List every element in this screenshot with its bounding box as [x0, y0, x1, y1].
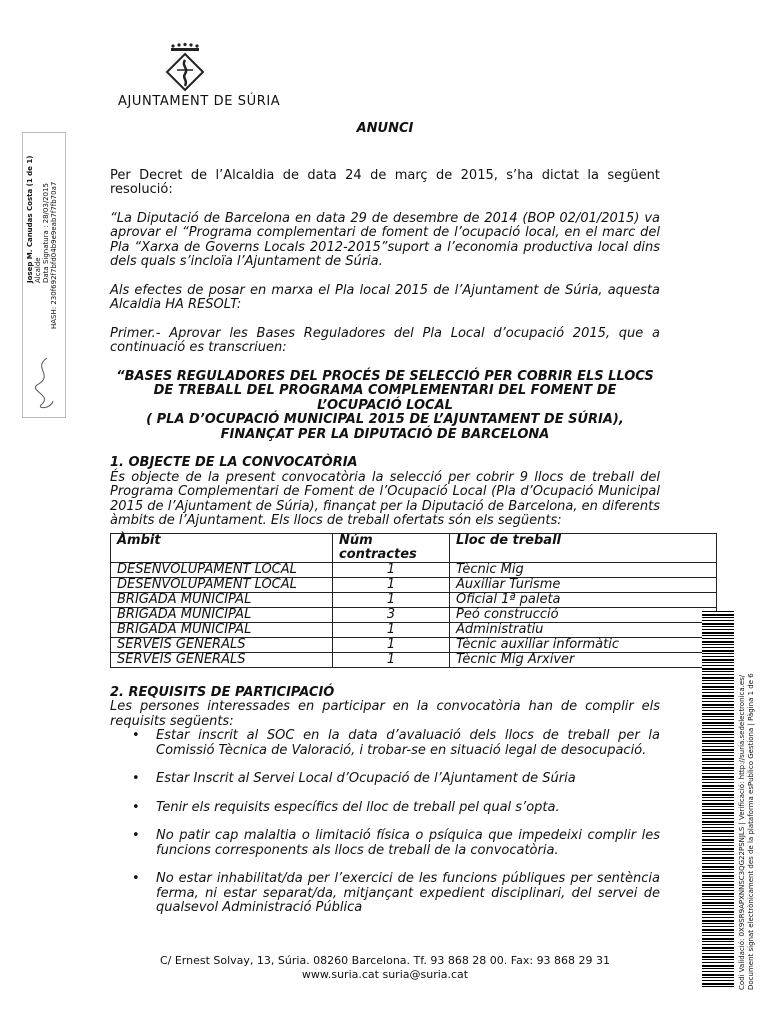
table-row — [111, 652, 717, 667]
signature-box — [22, 132, 66, 418]
cell-ambit: DESENVOLUPAMENT LOCAL — [111, 577, 333, 592]
section1-text: És objecte de la present convocatòria la selecció per cobrir 9 llocs de treball del Programa Complementari de Foment de l’Ocupació Local (Pla d’Ocupació Municipal 2015 de l’Ajuntament de Súria), finançat per la Diputació de Barcelona, en diferents àmbits de l’Ajuntament. Els llocs de treball ofertats són els següents: — [110, 469, 660, 528]
signature-date: Data Signatura : 28/03/2015 — [42, 183, 50, 283]
section2-intro: Les persones interessades en participar en la convocatòria han de complir els requisits següents: — [110, 699, 660, 729]
bases-title-line: FINANÇAT PER LA DIPUTACIÓ DE BARCELONA — [220, 426, 550, 442]
cell-contracts: 1 — [333, 592, 450, 607]
bullet-icon: • — [132, 771, 140, 786]
signer-name: Josep M. Canudas Costa (1 de 1) — [26, 155, 34, 283]
bases-title-line: “BASES REGULADORES DEL PROCÉS DE SELECCIÓ PER COBRIR ELS LLOCS — [116, 368, 654, 384]
signature-hash: HASH: 230f692f7bfd04b9e9eab7f7fb70a7 — [50, 181, 58, 329]
table-row — [111, 622, 717, 637]
bases-title-line: L’OCUPACIÓ LOCAL — [317, 397, 453, 413]
cell-job: Tècnic auxiliar informàtic — [450, 637, 717, 652]
list-item — [110, 801, 660, 816]
bases-title — [110, 370, 660, 443]
col-header-job: Lloc de treball — [450, 533, 717, 562]
bullet-icon: • — [132, 871, 140, 886]
resolution-paragraph: Als efectes de posar en marxa el Pla local 2015 de l’Ajuntament de Súria, aquesta Alcaldia HA RESOLT: — [110, 282, 660, 312]
list-item-text: No estar inhabilitat/da per l’exercici de les funcions públiques per sentència ferma, ni estar separat/da, mitjançant expedient disciplinari, del servei de qualsevol Administració Pública — [156, 871, 660, 915]
decree-paragraph: Per Decret de l’Alcaldia de data 24 de març de 2015, s’ha dictat la següent resolució: — [110, 167, 660, 197]
first-paragraph: Primer.- Aprovar les Bases Reguladores del Pla Local d’ocupació 2015, que a continuació es transcriuen: — [110, 325, 660, 355]
cell-ambit: BRIGADA MUNICIPAL — [111, 622, 333, 637]
footer-contact: www.suria.cat suria@suria.cat — [301, 968, 469, 981]
list-item-text: Estar Inscrit al Servei Local d’Ocupació de l’Ajuntament de Súria — [156, 771, 576, 786]
list-item — [110, 829, 660, 858]
bullet-icon: • — [132, 799, 140, 815]
cell-contracts: 1 — [333, 652, 450, 667]
org-name: AJUNTAMENT DE SÚRIA — [118, 94, 281, 109]
section1-heading: 1. OBJECTE DE LA CONVOCATÒRIA — [110, 455, 358, 470]
list-item-text: Tenir els requisits específics del lloc de treball pel qual s’opta. — [156, 799, 560, 815]
page-footer — [0, 954, 770, 982]
validation-code: Codi Validació: 0X9SR9APXNNSC3QG22PSNJLS | Verificació: http://suria.sedelectronica.es/ — [738, 674, 746, 990]
list-item-text: Estar inscrit al SOC en la data d’avaluació dels llocs de treball per la Comissió Tècnica de Valoració, i trobar-se en situació legal de desocupació. — [156, 728, 660, 758]
table-row — [111, 577, 717, 592]
cell-ambit: SERVEIS GENERALS — [111, 637, 333, 652]
cell-ambit: BRIGADA MUNICIPAL — [111, 607, 333, 622]
bases-title-line: DE TREBALL DEL PROGRAMA COMPLEMENTARI DEL FOMENT DE — [153, 383, 617, 398]
validation-platform: Document signat electrònicament des de la plataforma esPublico Gestiona | Pàgina 1 de 6 — [747, 673, 755, 990]
table-row — [111, 637, 717, 652]
page-title: ANUNCI — [356, 121, 414, 136]
cell-contracts: 3 — [333, 607, 450, 622]
cell-job: Auxiliar Turisme — [450, 577, 717, 592]
list-item-text: No patir cap malaltia o limitació física o psíquica que impedeixi complir les funcions corresponents als llocs de treball de la convocatòria. — [156, 828, 660, 858]
coat-of-arms-icon — [163, 42, 207, 92]
footer-address: C/ Ernest Solvay, 13, Súria. 08260 Barcelona. Tf. 93 868 28 00. Fax: 93 868 29 31 — [159, 954, 611, 967]
jobs-table — [110, 533, 717, 668]
table-header-row — [111, 533, 717, 562]
cell-contracts: 1 — [333, 577, 450, 592]
table-row — [111, 562, 717, 577]
cell-job: Tècnic Mig — [450, 562, 717, 577]
handwritten-signature — [27, 353, 61, 413]
document-body — [110, 118, 660, 930]
quote-paragraph: “La Diputació de Barcelona en data 29 de desembre de 2014 (BOP 02/01/2015) va aprovar el “Programa complementari de foment de l’ocupació local, en el marc del Pla “Xarxa de Governs Locals 2012-2015”suport a l’economia productiva local dins dels quals s’incloïa l’Ajuntament de Súria. — [110, 210, 660, 269]
barcode — [702, 611, 734, 987]
cell-job: Administratiu — [450, 622, 717, 637]
cell-ambit: BRIGADA MUNICIPAL — [111, 592, 333, 607]
cell-ambit: DESENVOLUPAMENT LOCAL — [111, 562, 333, 577]
col-header-ambit: Àmbit — [111, 533, 333, 562]
list-item — [110, 872, 660, 916]
table-row — [111, 607, 717, 622]
cell-contracts: 1 — [333, 637, 450, 652]
cell-job: Oficial 1ª paleta — [450, 592, 717, 607]
list-item — [110, 772, 660, 787]
table-row — [111, 592, 717, 607]
cell-contracts: 1 — [333, 562, 450, 577]
requirements-list — [110, 729, 660, 916]
bullet-icon: • — [132, 828, 140, 843]
table-body — [111, 562, 717, 667]
cell-job: Peó construcció — [450, 607, 717, 622]
bullet-icon: • — [132, 728, 140, 743]
signer-role: Alcalde — [34, 257, 42, 283]
cell-ambit: SERVEIS GENERALS — [111, 652, 333, 667]
section2-heading: 2. REQUISITS DE PARTICIPACIÓ — [110, 684, 335, 700]
cell-job: Tècnic Mig Arxiver — [450, 652, 717, 667]
col-header-contracts: Núm contractes — [333, 533, 450, 562]
bases-title-line: ( PLA D’OCUPACIÓ MUNICIPAL 2015 DE L’AJUNTAMENT DE SÚRIA), — [146, 412, 624, 427]
cell-contracts: 1 — [333, 622, 450, 637]
list-item — [110, 729, 660, 758]
